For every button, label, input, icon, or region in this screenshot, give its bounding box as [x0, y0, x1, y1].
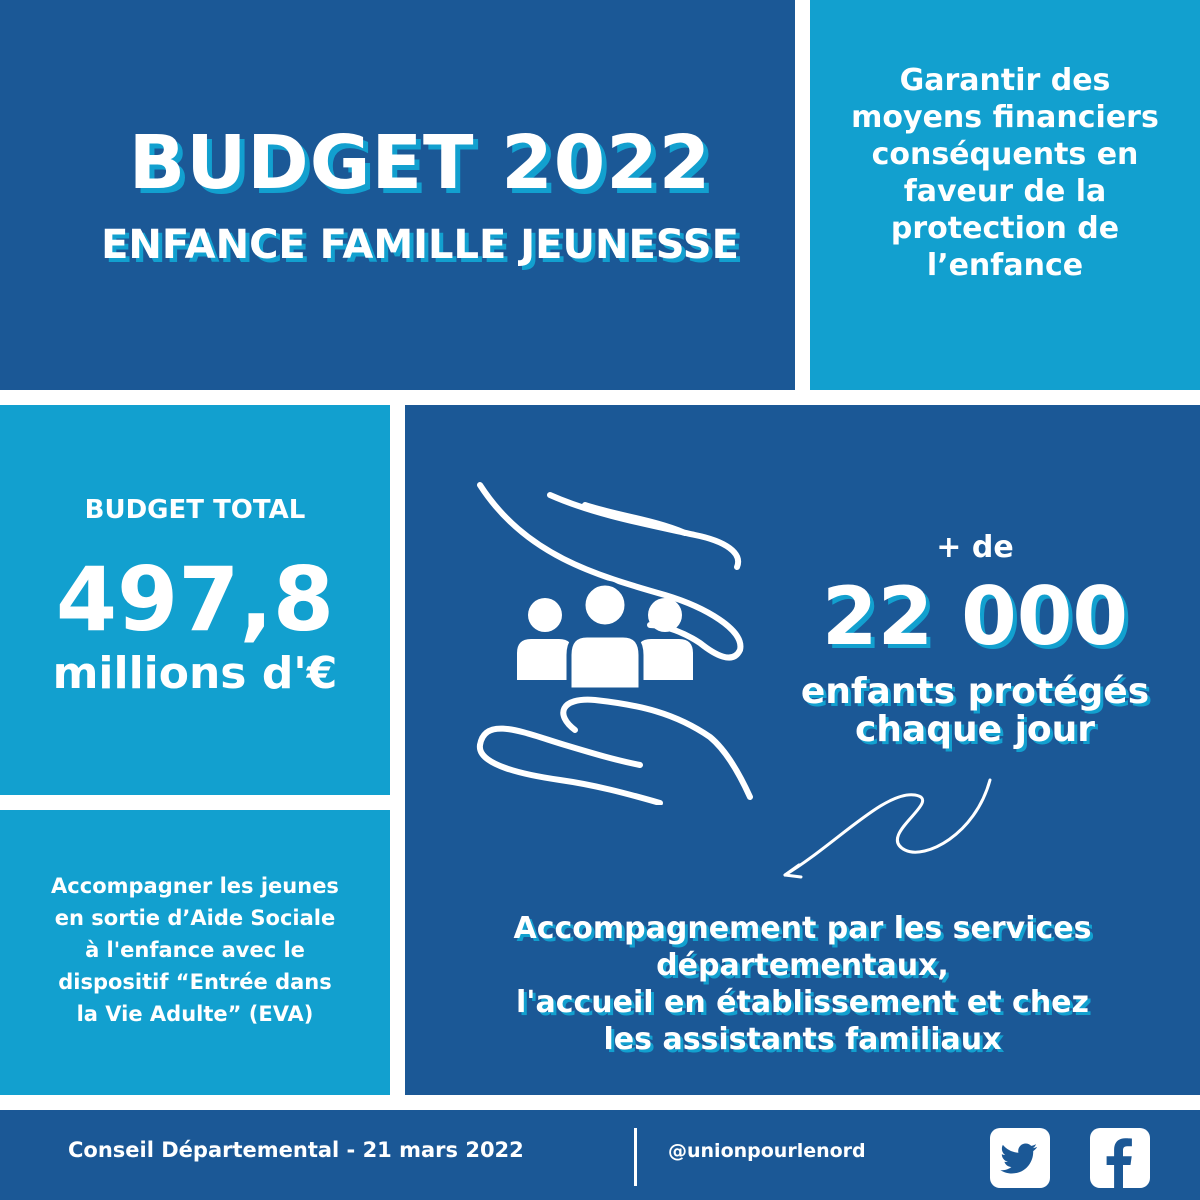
facebook-icon[interactable] — [1090, 1128, 1150, 1188]
budget-unit: millions d'€ — [52, 648, 338, 699]
goal-panel — [810, 0, 1200, 390]
stat-description — [760, 673, 1190, 749]
stat-desc-line: enfants protégés — [800, 671, 1150, 712]
goal-line: conséquents en — [871, 137, 1139, 172]
twitter-icon[interactable] — [990, 1128, 1050, 1188]
social-handle[interactable]: @unionpourlenord — [668, 1140, 866, 1162]
protective-hands-icon — [465, 475, 755, 805]
goal-line: faveur de la — [903, 174, 1107, 209]
budget-value: 497,8 — [55, 548, 335, 651]
title-panel — [0, 0, 795, 390]
youth-panel — [0, 810, 390, 1095]
stat-desc-line: chaque jour — [854, 709, 1096, 750]
youth-line: la Vie Adulte” (EVA) — [76, 1002, 314, 1026]
goal-line: protection de — [890, 211, 1120, 246]
youth-line: à l'enfance avec le — [85, 938, 305, 962]
footer-divider — [634, 1128, 637, 1186]
care-line: l'accueil en établissement et chez — [515, 985, 1089, 1020]
footer — [0, 1110, 1200, 1200]
children-count: 22 000 — [821, 570, 1129, 663]
curved-arrow-icon — [775, 775, 1005, 895]
care-text — [445, 910, 1160, 1058]
budget-panel — [0, 405, 390, 795]
care-line: Accompagnement par les services — [513, 911, 1092, 946]
goal-line: moyens financiers — [851, 100, 1159, 135]
youth-line: en sortie d’Aide Sociale — [54, 906, 336, 930]
page-subtitle: ENFANCE FAMILLE JEUNESSE — [101, 222, 739, 268]
goal-line: l’enfance — [926, 248, 1084, 283]
protection-panel — [405, 405, 1200, 1095]
youth-text — [20, 870, 370, 1030]
stat-prefix: + de — [936, 530, 1014, 565]
goal-line: Garantir des — [899, 63, 1111, 98]
care-line: départementaux, — [656, 948, 949, 983]
footer-source: Conseil Départemental - 21 mars 2022 — [68, 1138, 524, 1162]
page-title: BUDGET 2022 — [128, 120, 712, 206]
youth-line: dispositif “Entrée dans — [58, 970, 332, 994]
goal-text — [830, 62, 1180, 284]
budget-label: BUDGET TOTAL — [84, 495, 306, 525]
youth-line: Accompagner les jeunes — [51, 874, 339, 898]
care-line: les assistants familiaux — [603, 1022, 1002, 1057]
